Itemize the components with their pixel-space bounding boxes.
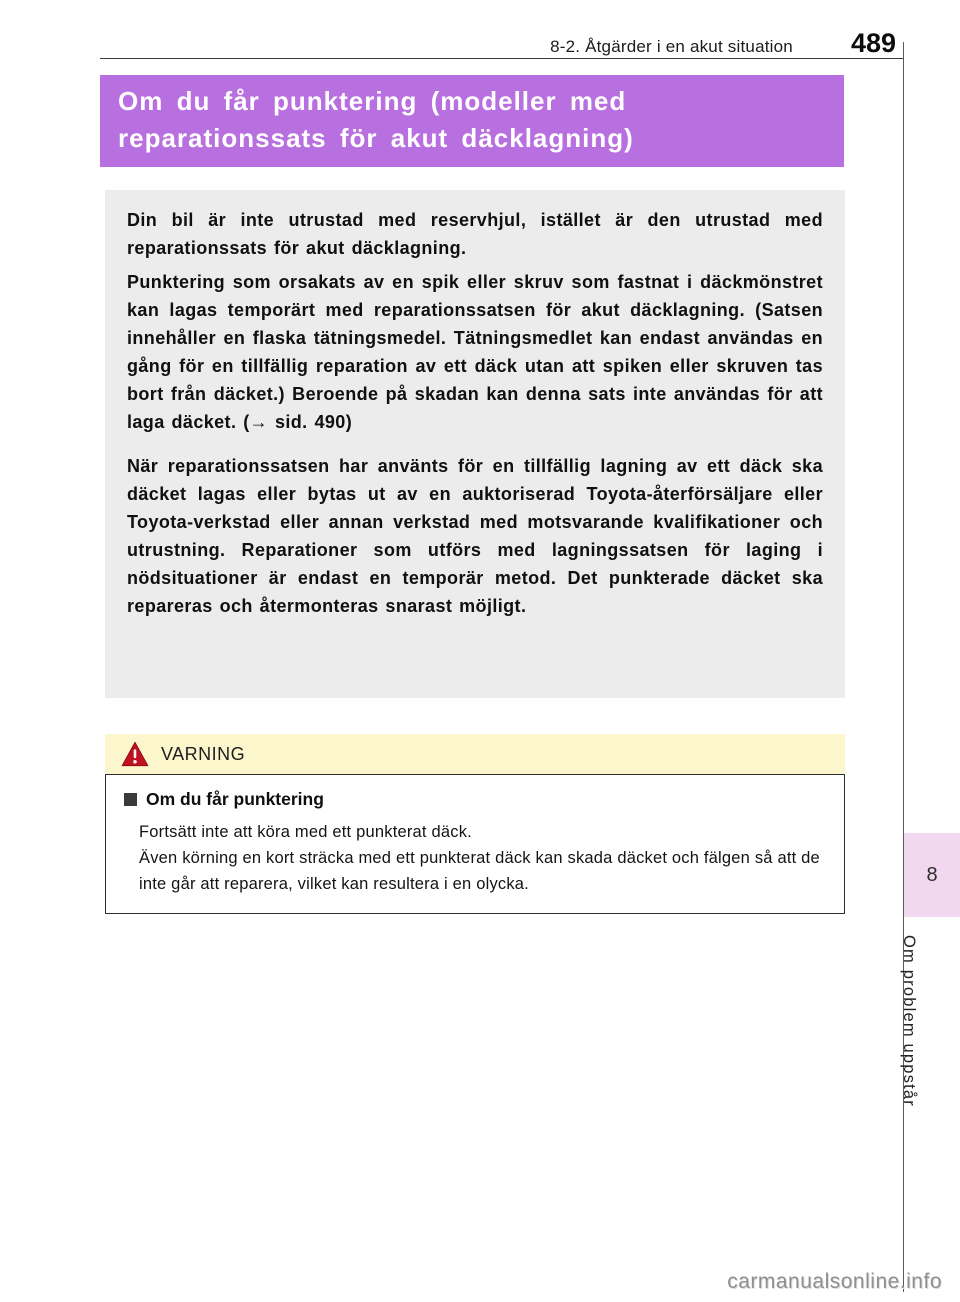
warning-triangle-icon [121, 741, 149, 767]
square-bullet-icon [124, 793, 137, 806]
sidebar-chapter-label [894, 935, 918, 1165]
warning-text-line-1: Fortsätt inte att köra med ett punkterat däck. [139, 823, 472, 841]
intro-paragraph-3: När reparationssatsen har använts för en tillfällig lagning av ett däck ska däcket lagas eller bytas ut av en auktoriserad Toyota-återförsäljare eller Toyota-verkstad eller annan verkstad med motsvarande kvalifikationer och utrustning. Reparationer som utförs med lagningssatsen för laging i nödsituationer är endast en temporär metod. Det punkterade däcket ska repareras och återmonteras snarast möjligt. [127, 456, 823, 616]
sidebar-chapter-label-text: Om problem uppstår [900, 935, 918, 1107]
chapter-tab [904, 833, 960, 917]
header-rule [100, 58, 903, 59]
page-title-line-1: Om du får punktering (modeller med [118, 86, 627, 116]
page-number: 489 [850, 28, 896, 58]
warning-item-title-text: Om du får punktering [146, 789, 324, 809]
watermark [727, 1270, 942, 1294]
section-header: 8-2. Åtgärder i en akut situation [550, 37, 793, 56]
warning-box [105, 774, 845, 914]
intro-paragraph-1: Din bil är inte utrustad med reservhjul, istället är den utrustad med reparationssats för akut däcklagning. [127, 210, 823, 258]
warning-header-label: VARNING [161, 743, 246, 764]
warning-header-band [105, 734, 845, 774]
intro-paragraph-2: Punktering som orsakats av en spik eller skruv som fastnat i däckmönstret kan lagas temporärt med reparationssatsen för akut däcklagning. (Satsen innehåller en flaska tätningsmedel. Tätningsmedlet kan endast användas en gång för en tillfällig reparation av ett däck utan att spiken eller skruven tas bort från däcket.) Beroende på skadan kan denna sats inte användas för att laga däcket. (→ sid. 490) [127, 272, 823, 432]
chapter-number: 8 [926, 863, 938, 886]
watermark-text: carmanualsonline.info [727, 1270, 942, 1293]
warning-text-line-2: Även körning en kort sträcka med ett punkterat däck kan skada däcket och fälgen så att de inte går att reparera, vilket kan resultera i en olycka. [139, 849, 820, 893]
warning-item-title [124, 789, 826, 810]
page-title [100, 75, 844, 167]
running-header [100, 28, 896, 59]
intro-box [105, 190, 845, 698]
page-title-line-2: reparationssats för akut däcklagning) [118, 123, 634, 153]
